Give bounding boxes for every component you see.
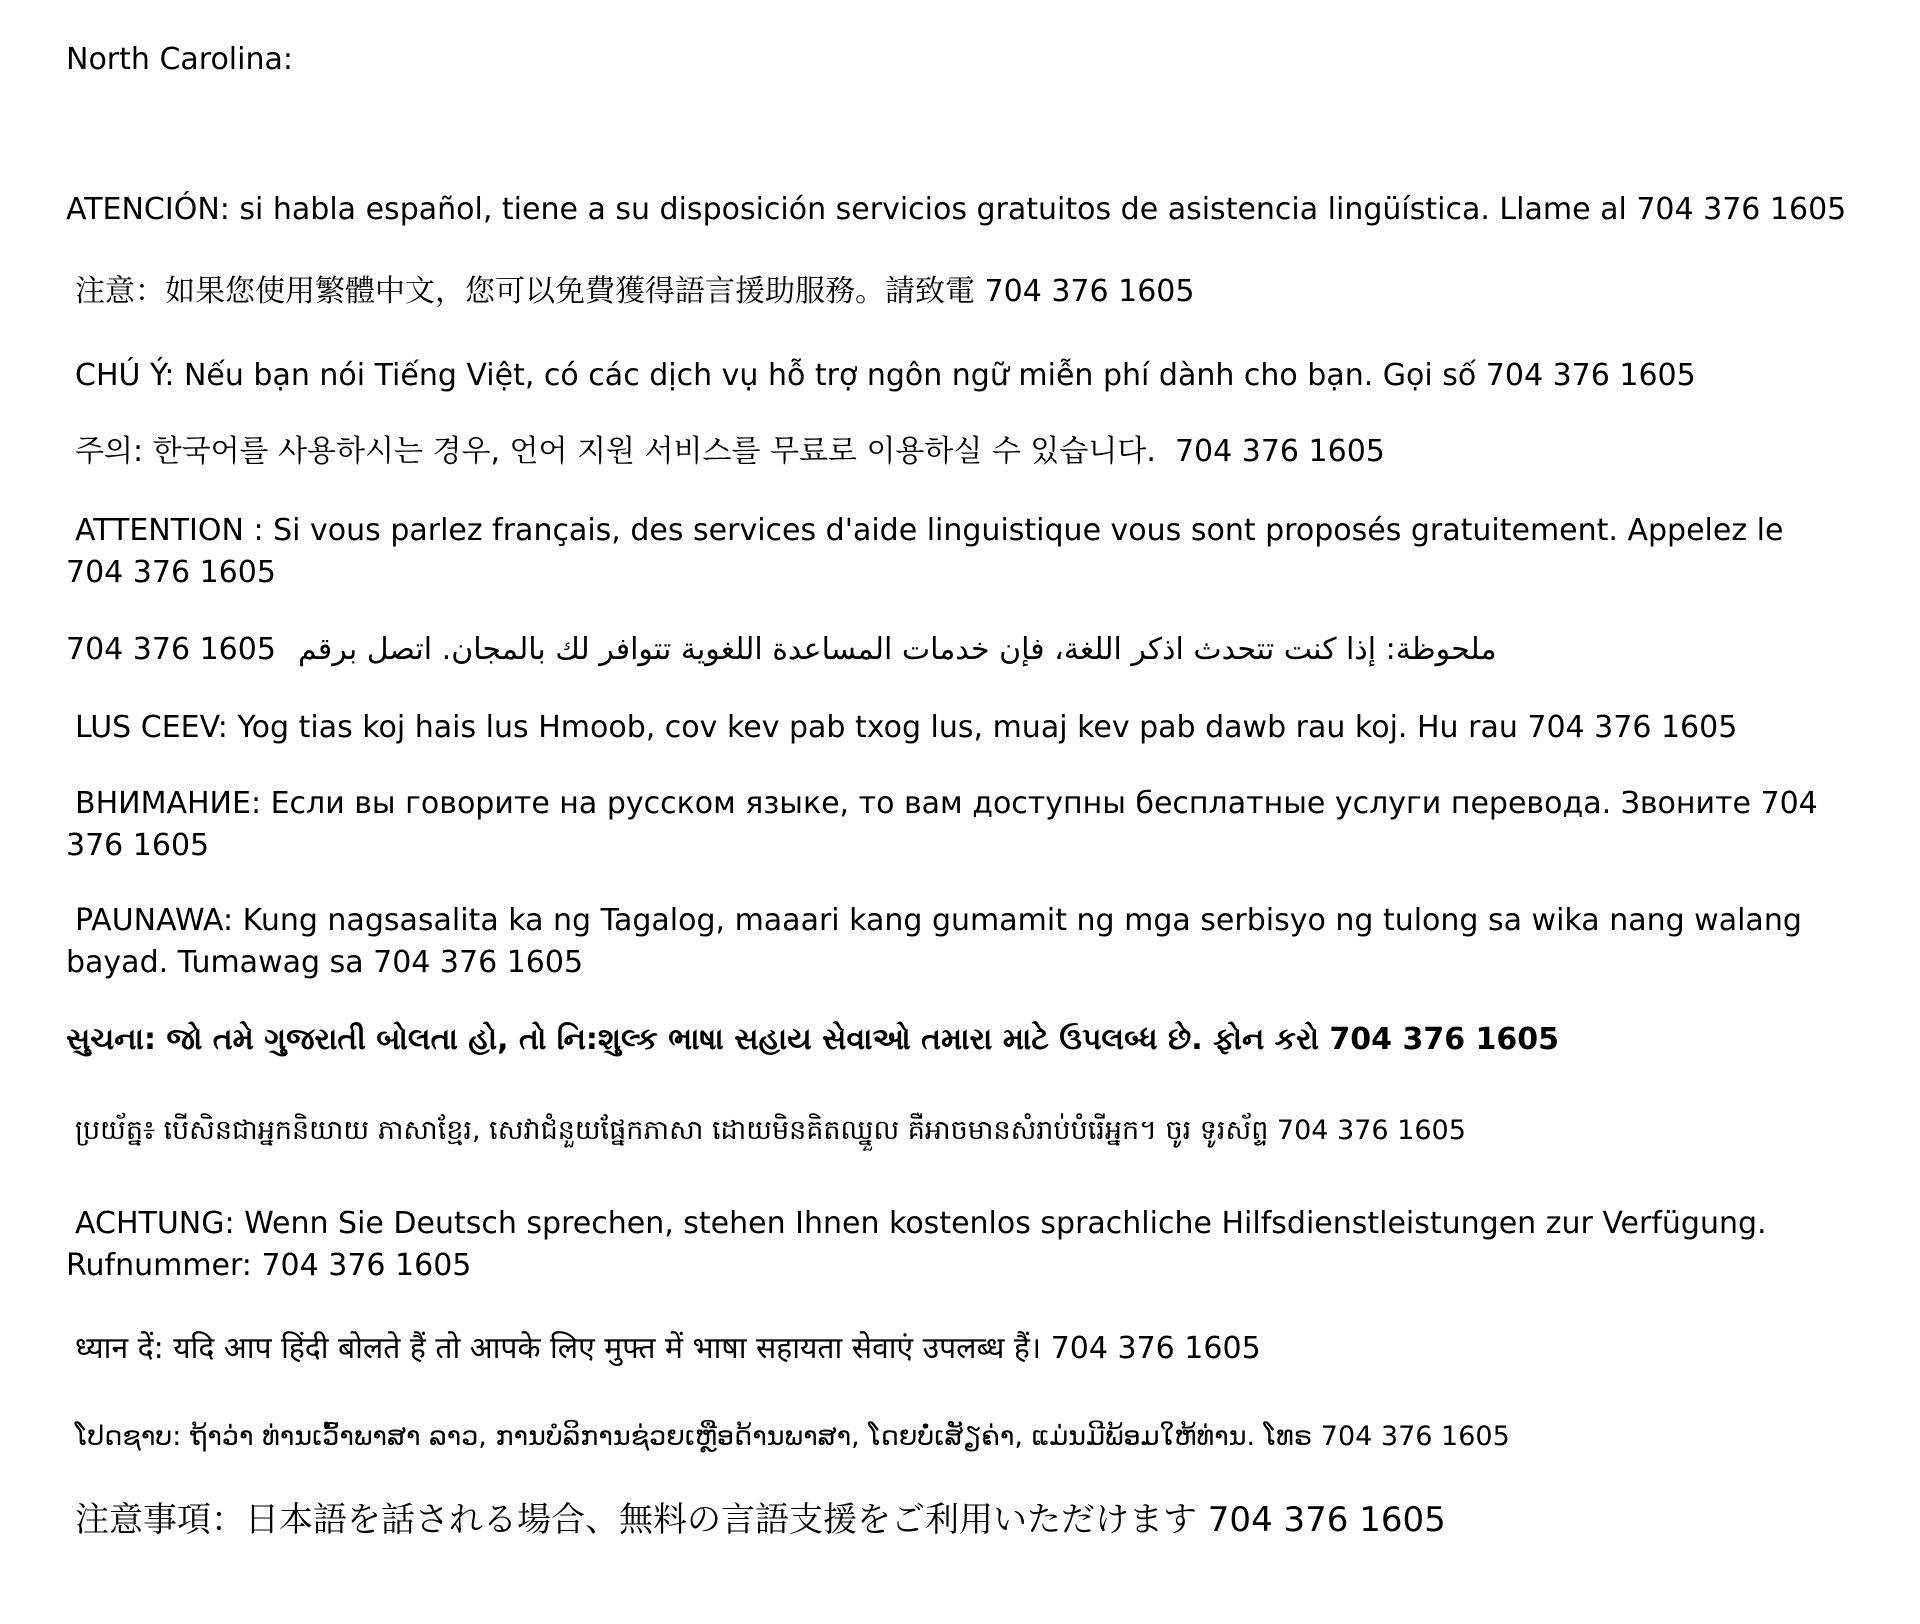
notice-french: ATTENTION : Si vous parlez français, des services d'aide linguistique vous sont proposés gratuitement. Appelez le 704 376 1605 [66,513,1793,590]
notice-arabic-number: 704 376 1605 [66,632,276,667]
notice-arabic-text: ملحوظة: إذا كنت تتحدث اذكر اللغة، فإن خدمات المساعدة اللغوية تتوافر لك بالمجان. اتصل برقم [297,632,1497,667]
notice-khmer: ប្រយ័ត្ន៖ បើសិនជាអ្នកនិយាយ ភាសាខ្មែរ, សេវាជំនួយផ្នែកភាសា ដោយមិនគិតឈ្នួល គឺអាចមានសំរាប់បំរើអ្នក។ ចូរ ទូរស័ព្ទ 704 376 1605 [75,1115,1466,1146]
notice-chinese: 注意：如果您使用繁體中文，您可以免費獲得語言援助服務。請致電 704 376 1605 [75,274,1195,309]
notice-russian: ВНИМАНИЕ: Если вы говорите на русском языке, то вам доступны бесплатные услуги перевода. Звоните 704 376 1605 [66,786,1828,863]
notice-hmong: LUS CEEV: Yog tias koj hais lus Hmoob, cov kev pab txog lus, muaj kev pab dawb rau koj. Hu rau 704 376 1605 [75,710,1738,745]
notice-tagalog: PAUNAWA: Kung nagsasalita ka ng Tagalog, maaari kang gumamit ng mga serbisyo ng tulong sa wika nang walang bayad. Tumawag sa 704 376 1605 [66,903,1812,980]
notice-arabic [66,629,1497,671]
notice-lao: ໂປດຊາບ: ຖ້າວ່າ ທ່ານເວົ້າພາສາ ລາວ, ການບໍລິການຊ່ວຍເຫຼືອດ້ານພາສາ, ໂດຍບໍ່ເສັຽຄ່າ, ແມ່ນມີພ້ອມໃຫ້ທ່ານ. ໂທຣ 704 376 1605 [75,1421,1510,1452]
notice-gujarati: સુચના: જો તમે ગુજરાતી બોલતા હો, તો નિ:શુલ્ક ભાષા સહાય સેવાઓ તમારા માટે ઉપલબ્ધ છે. ફોન કરો 704 376 1605 [66,1022,1560,1057]
notice-japanese: 注意事項：日本語を話される場合、無料の言語支援をご利用いただけます 704 376 1605 [75,1500,1446,1540]
notice-german: ACHTUNG: Wenn Sie Deutsch sprechen, stehen Ihnen kostenlos sprachliche Hilfsdienstleistungen zur Verfügung. Rufnummer: 704 376 1605 [66,1206,1777,1283]
page-heading: North Carolina: [66,42,293,77]
notice-hindi: ध्यान दें: यदि आप हिंदी बोलते हैं तो आपके लिए मुफ्त में भाषा सहायता सेवाएं उपलब्ध हैं। 704 376 1605 [75,1331,1261,1366]
notice-korean: 주의: 한국어를 사용하시는 경우, 언어 지원 서비스를 무료로 이용하실 수 있습니다. 704 376 1605 [75,434,1385,469]
notice-spanish: ATENCIÓN: si habla español, tiene a su disposición servicios gratuitos de asistencia lingüística. Llame al 704 376 1605 [66,192,1847,227]
notice-vietnamese: CHÚ Ý: Nếu bạn nói Tiếng Việt, có các dịch vụ hỗ trợ ngôn ngữ miễn phí dành cho bạn. Gọi số 704 376 1605 [75,358,1696,393]
